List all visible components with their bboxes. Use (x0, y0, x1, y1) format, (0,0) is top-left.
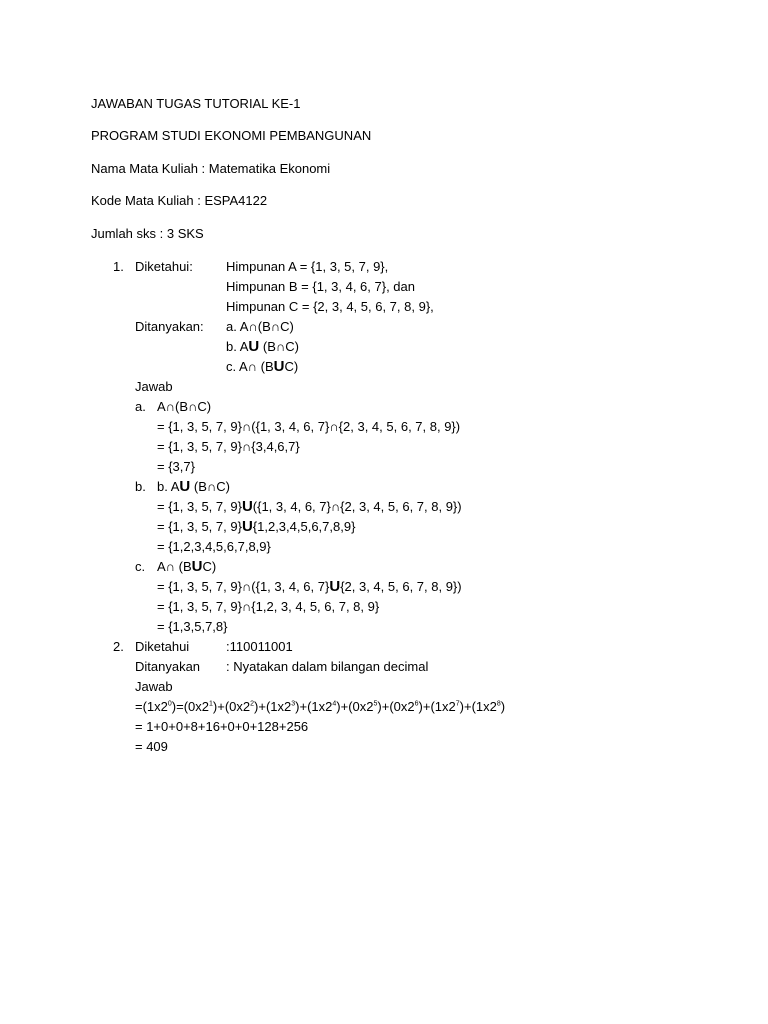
q1-a-expr: A∩(B∩C) (157, 399, 212, 414)
q2-number: 2. (113, 639, 124, 654)
q1-ask-a: a. A∩(B∩C) (226, 319, 294, 334)
program-line: PROGRAM STUDI EKONOMI PEMBANGUNAN (91, 128, 372, 143)
q1-b-label: b. (135, 479, 146, 494)
q1-set-c: Himpunan C = {2, 3, 4, 5, 6, 7, 8, 9}, (226, 299, 434, 314)
q2-known-label: Diketahui (135, 639, 190, 654)
q1-a-step3: = {3,7} (157, 459, 195, 474)
q2-asked-label: Ditanyakan (135, 659, 201, 674)
q1-b-step3: = {1,2,3,4,5,6,7,8,9} (157, 539, 271, 554)
q1-set-a: Himpunan A = {1, 3, 5, 7, 9}, (226, 259, 389, 274)
q1-asked-label: Ditanyakan: (135, 319, 204, 334)
q1-b-step2: = {1, 3, 5, 7, 9}U{1,2,3,4,5,6,7,8,9} (157, 518, 356, 535)
q1-ask-b: b. AU (B∩C) (226, 338, 299, 355)
q1-a-step1: = {1, 3, 5, 7, 9}∩({1, 3, 4, 6, 7}∩{2, 3, 4, 5, 6, 7, 8, 9}) (157, 419, 461, 434)
q2-result: = 409 (135, 739, 168, 754)
credits-line: Jumlah sks : 3 SKS (91, 226, 204, 241)
q1-known-label: Diketahui: (135, 259, 193, 274)
q1-c-step1: = {1, 3, 5, 7, 9}∩({1, 3, 4, 6, 7}U{2, 3, 4, 5, 6, 7, 8, 9}) (157, 578, 462, 595)
q1-c-expr: A∩ (BUC) (157, 558, 217, 575)
q1-ask-c: c. A∩ (BUC) (226, 358, 299, 375)
q1-answer-label: Jawab (135, 379, 173, 394)
q1-a-label: a. (135, 399, 146, 414)
q2-sum: = 1+0+0+8+16+0+0+128+256 (135, 719, 309, 734)
q1-c-step3: = {1,3,5,7,8} (157, 619, 228, 634)
q1-number: 1. (113, 259, 124, 274)
q1-c-label: c. (135, 559, 146, 574)
q1-set-b: Himpunan B = {1, 3, 4, 6, 7}, dan (226, 279, 415, 294)
q2-expansion: $=(1x2^0)=(0x2^1)+(0x2^2)+(1x2^3)+(1x2^4)+(0x2^5)+(0x2^6)+(1x2^7)+(1x2^8)$ (135, 699, 506, 714)
q2-answer-label: Jawab (135, 679, 173, 694)
q1-b-step1: = {1, 3, 5, 7, 9}U({1, 3, 4, 6, 7}∩{2, 3, 4, 5, 6, 7, 8, 9}) (157, 498, 462, 515)
q2-asked-value: : Nyatakan dalam bilangan decimal (226, 659, 429, 674)
course-name-line: Nama Mata Kuliah : Matematika Ekonomi (91, 161, 331, 176)
q1-a-step2: = {1, 3, 5, 7, 9}∩{3,4,6,7} (157, 439, 300, 454)
q1-b-expr: b. AU (B∩C) (157, 478, 230, 495)
document-title: JAWABAN TUGAS TUTORIAL KE-1 (91, 96, 301, 111)
course-code-line: Kode Mata Kuliah : ESPA4122 (91, 193, 268, 208)
q2-known-value: :110011001 (226, 639, 293, 654)
q1-c-step2: = {1, 3, 5, 7, 9}∩{1,2, 3, 4, 5, 6, 7, 8, 9} (157, 599, 380, 614)
